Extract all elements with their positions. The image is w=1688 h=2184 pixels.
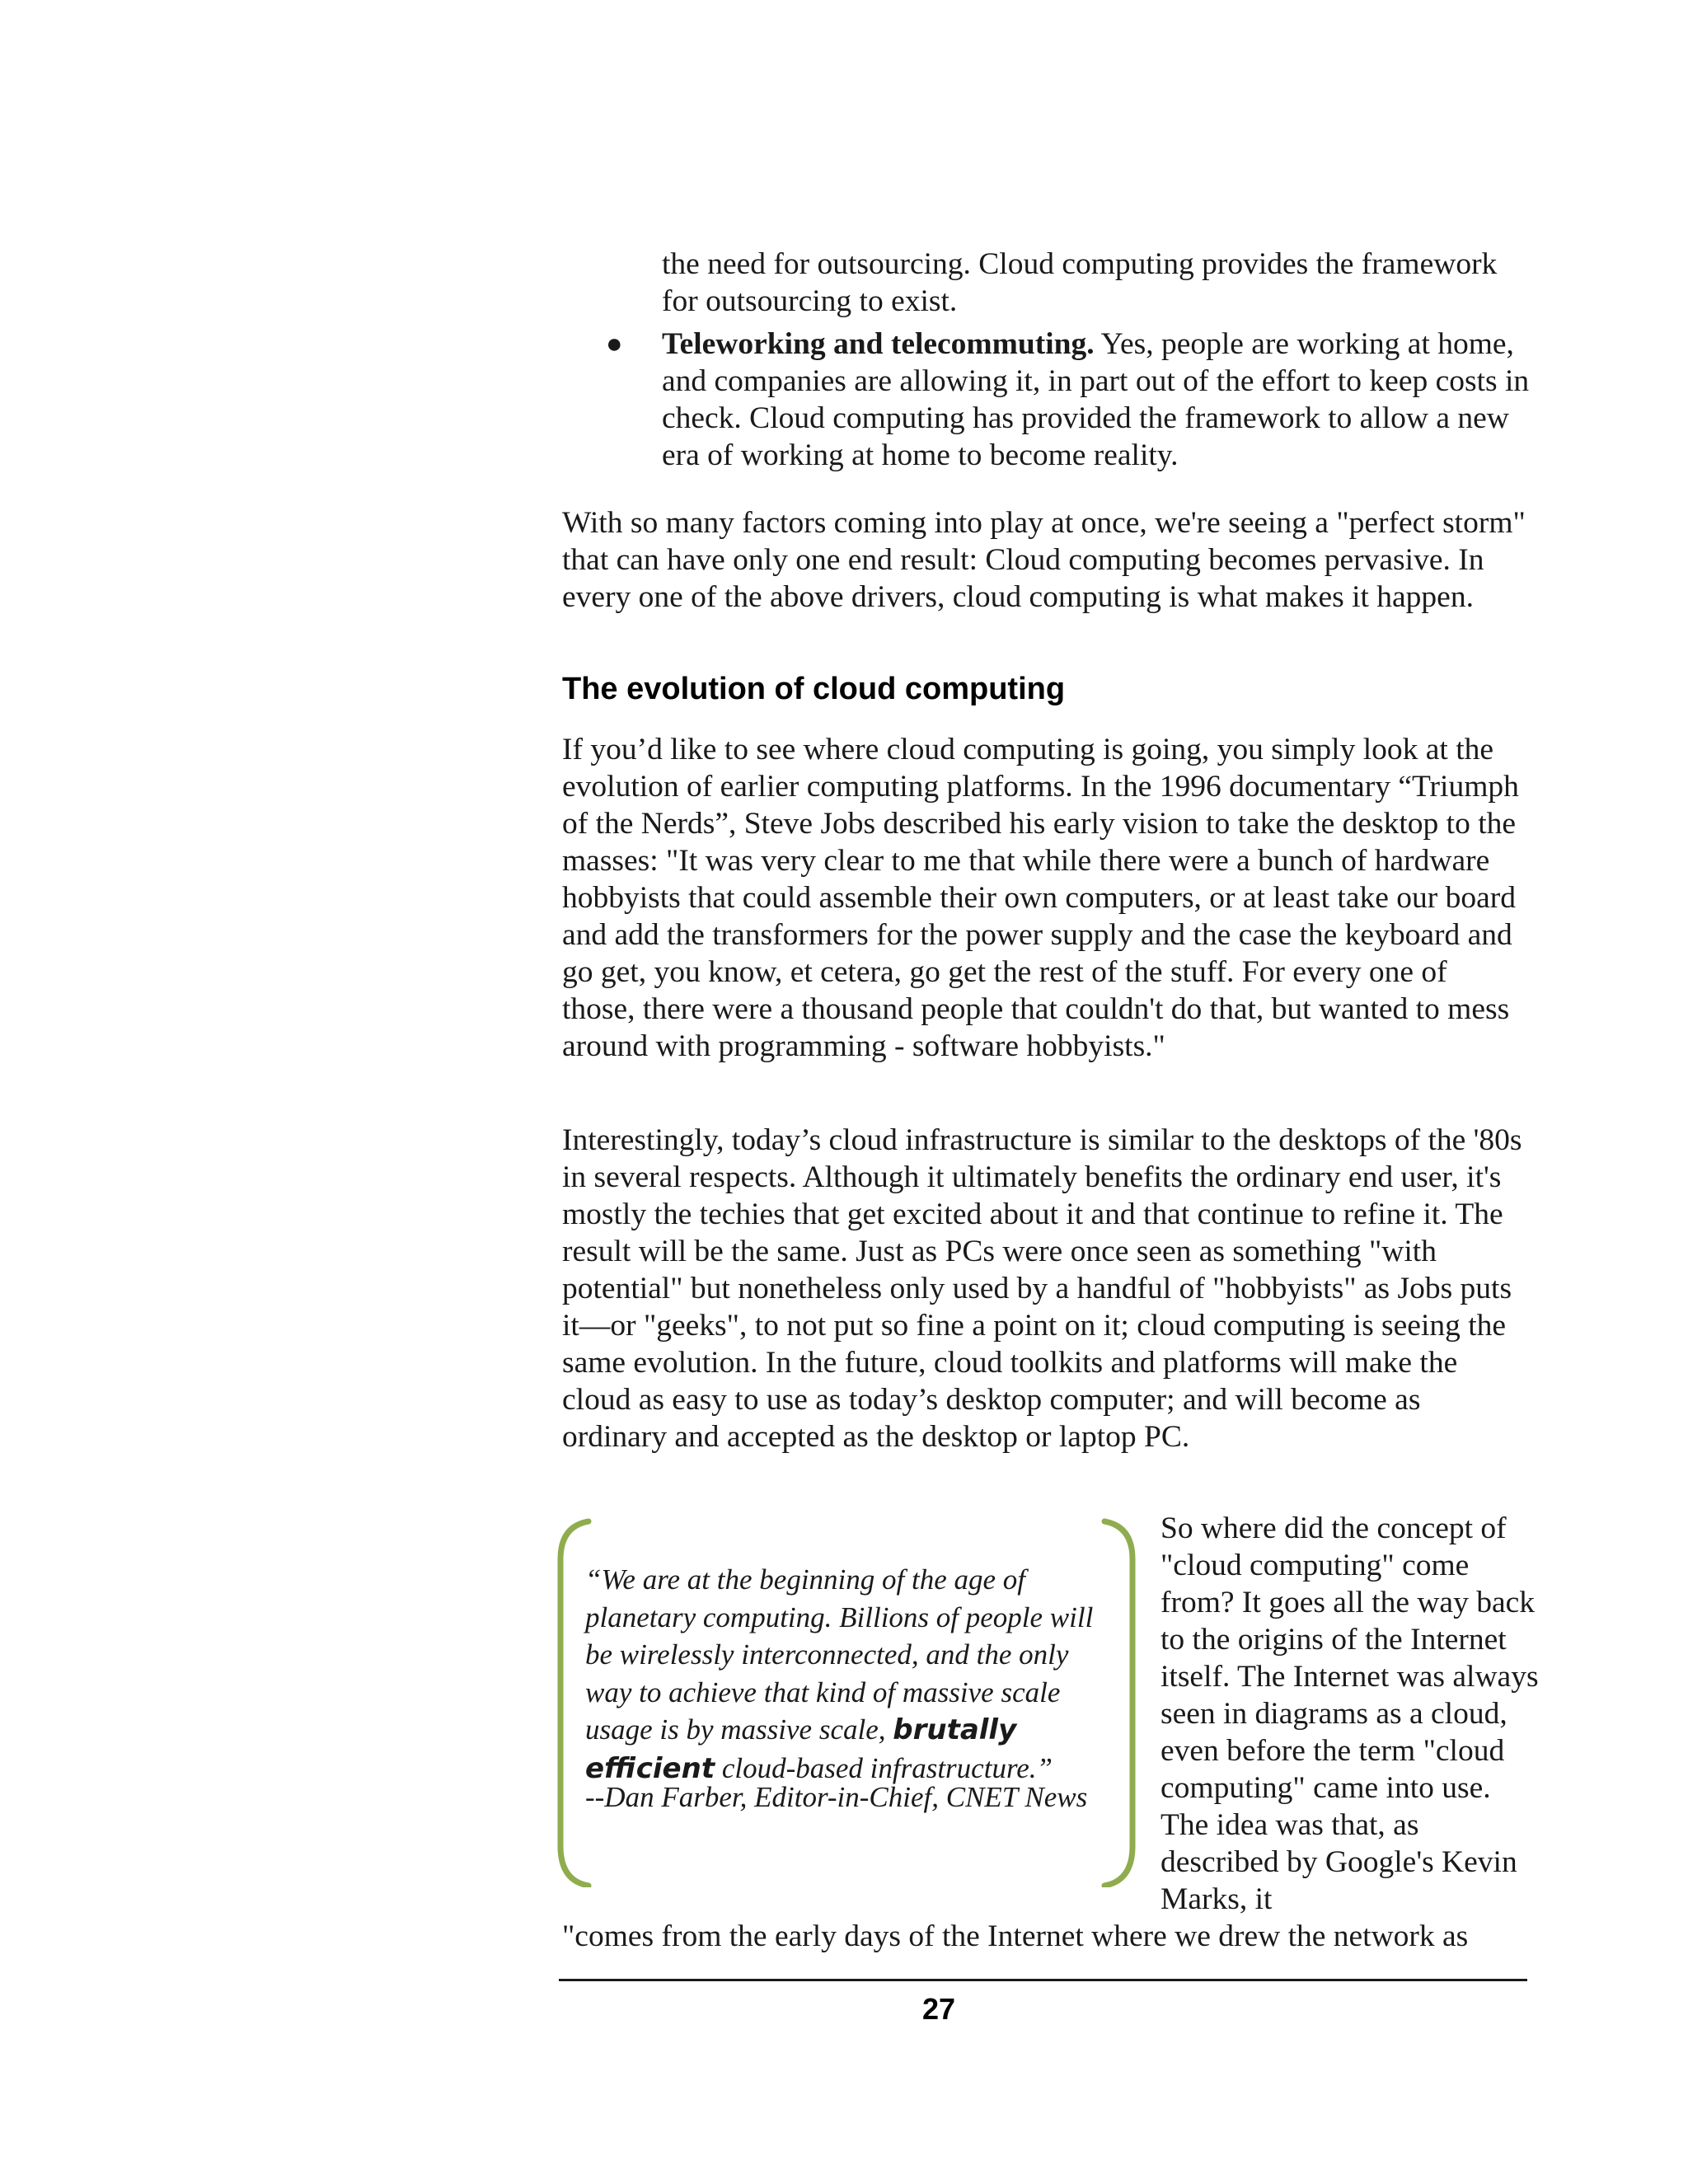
paragraph-cloud-concept: So where did the concept of "cloud computing" come from? It goes all the way back to the origins of the Internet itself. The Internet was always seen in diagrams as a cloud, even before the term "cloud computing" came into use. The idea was that, as described by Google's Kevin Marks, it [1160, 1511, 1539, 1916]
page-number-container [0, 1991, 1688, 2027]
bullet-body [662, 326, 1536, 474]
paragraph-continuation-line: "comes from the early days of the Internet where we drew the network as [562, 1919, 1469, 1953]
left-bracket-icon [560, 1521, 588, 1886]
paragraph-jobs-quote: If you’d like to see where cloud computing is going, you simply look at the evolution of earlier computing platforms. In the 1996 documentary “Triumph of the Nerds”, Steve Jobs described his early vision to take the desktop to the masses: "It was very clear to me that while there were a bunch of hardware hobbyists that could assemble their own computers, or at least take our board and add the transformers for the power supply and the case the keyboard and go get, you know, et cetera, go get the rest of the stuff. For every one of those, there were a thousand people that couldn't do that, but wanted to mess around with programming - software hobbyists." [562, 733, 1519, 1063]
paragraph-perfect-storm: With so many factors coming into play at once, we're seeing a "perfect storm" that can have only one end result: Cloud computing becomes pervasive. In every one of the above drivers, cloud computing is what makes it happen. [562, 506, 1526, 614]
bullet-icon: ● [606, 329, 623, 359]
quote-text [585, 1561, 1113, 1788]
bullet-continuation-text: the need for outsourcing. Cloud computing provides the framework for outsourcing to exist. [662, 247, 1498, 318]
page-number: 27 [921, 1992, 956, 2026]
section-heading: The evolution of cloud computing [562, 672, 1066, 706]
quote-emphasis: brutally efficient [585, 1713, 1017, 1785]
quote-text-start: “We are at the beginning of the age of planetary computing. Billions of people will be wirelessly interconnected, and the only way to achieve that kind of massive scale usage is by massive scale, [585, 1563, 1094, 1746]
bullet-title: Teleworking and telecommuting. [662, 327, 1095, 361]
quote-attribution: --Dan Farber, Editor-in-Chief, CNET News [585, 1781, 1088, 1813]
paragraph-interestingly: Interestingly, today’s cloud infrastructure is similar to the desktops of the '80s in several respects. Although it ultimately benefits the ordinary end user, it's mostly the techies that get excited about it and that continue to refine it. The result will be the same. Just as PCs were once seen as something "with potential" but nonetheless only used by a handful of "hobbyists" as Jobs puts it—or "geeks", to not put so fine a point on it; cloud computing is seeing the same evolution. In the future, cloud toolkits and platforms will make the cloud as easy to use as today’s desktop computer; and will become as ordinary and accepted as the desktop or laptop PC. [562, 1123, 1522, 1454]
footer-rule [559, 1979, 1527, 1981]
quote-text-end: cloud-based infrastructure.” [715, 1751, 1053, 1784]
bullet-description: Yes, people are working at home, and companies are allowing it, in part out of the effort to keep costs in check. Cloud computing has provided the framework to allow a new era of working at home to become reality. [662, 327, 1530, 472]
pull-quote [554, 1518, 1149, 1887]
